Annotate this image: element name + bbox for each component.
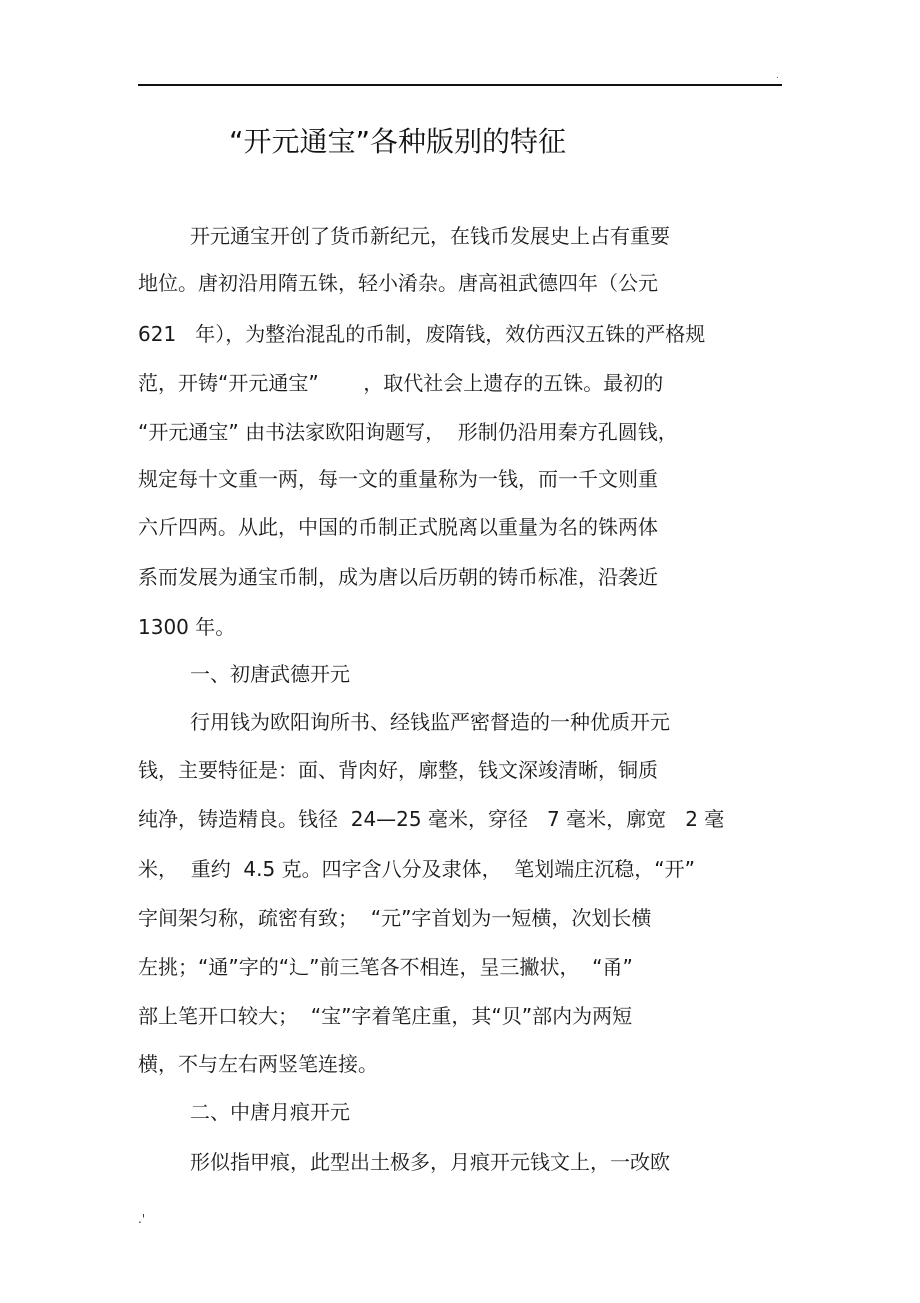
body-line: 纯净，铸造精良。钱径 24—25 毫米，穿径 7 毫米，廓宽 2 毫 [138, 807, 725, 831]
body-line: 形似指甲痕，此型出土极多，月痕开元钱文上，一改欧 [190, 1150, 670, 1174]
body-line: 1300 年。 [138, 615, 236, 639]
body-line: 左挑；“通”字的“辶”前三笔各不相连，呈三撇状， “甬” [138, 955, 633, 979]
header-rule [138, 84, 782, 86]
footer-mark: .' [138, 1212, 146, 1226]
body-line: 开元通宝开创了货币新纪元，在钱币发展史上占有重要 [190, 224, 670, 248]
body-line: 系而发展为通宝币制，成为唐以后历朝的铸币标准，沿袭近 [138, 565, 658, 589]
body-line: 钱，主要特征是：面、背肉好，廓整，钱文深竣清晰，铜质 [138, 758, 658, 782]
body-line: 横，不与左右两竖笔连接。 [138, 1052, 378, 1076]
body-line: 字间架匀称，疏密有致； “元”字首划为一短横，次划长横 [138, 906, 652, 930]
body-line: 621 年），为整治混乱的币制，废隋钱，效仿西汉五铢的严格规 [138, 322, 706, 346]
body-line: 规定每十文重一两，每一文的重量称为一钱，而一千文则重 [138, 467, 658, 491]
body-line: 米， 重约 4.5 克。四字含八分及隶体， 笔划端庄沉稳，“开” [138, 857, 696, 881]
body-line: 行用钱为欧阳询所书、经钱监严密督造的一种优质开元 [190, 710, 670, 734]
document-title: “开元通宝”各种版别的特征 [229, 125, 567, 158]
body-line: 部上笔开口较大； “宝”字着笔庄重，其“贝”部内为两短 [138, 1004, 633, 1028]
body-line: 范，开铸“开元通宝” ，取代社会上遗存的五铢。最初的 [138, 371, 664, 395]
body-line: 地位。唐初沿用隋五铢，轻小淆杂。唐高祖武德四年（公元 [138, 271, 658, 295]
body-line: “开元通宝” 由书法家欧阳询题写， 形制仍沿用秦方孔圆钱， [138, 420, 678, 444]
body-line: 六斤四两。从此，中国的币制正式脱离以重量为名的铢两体 [138, 515, 658, 539]
header-mark: . [776, 71, 779, 81]
section-heading: 二、中唐月痕开元 [190, 1100, 350, 1124]
section-heading: 一、初唐武德开元 [190, 662, 350, 686]
